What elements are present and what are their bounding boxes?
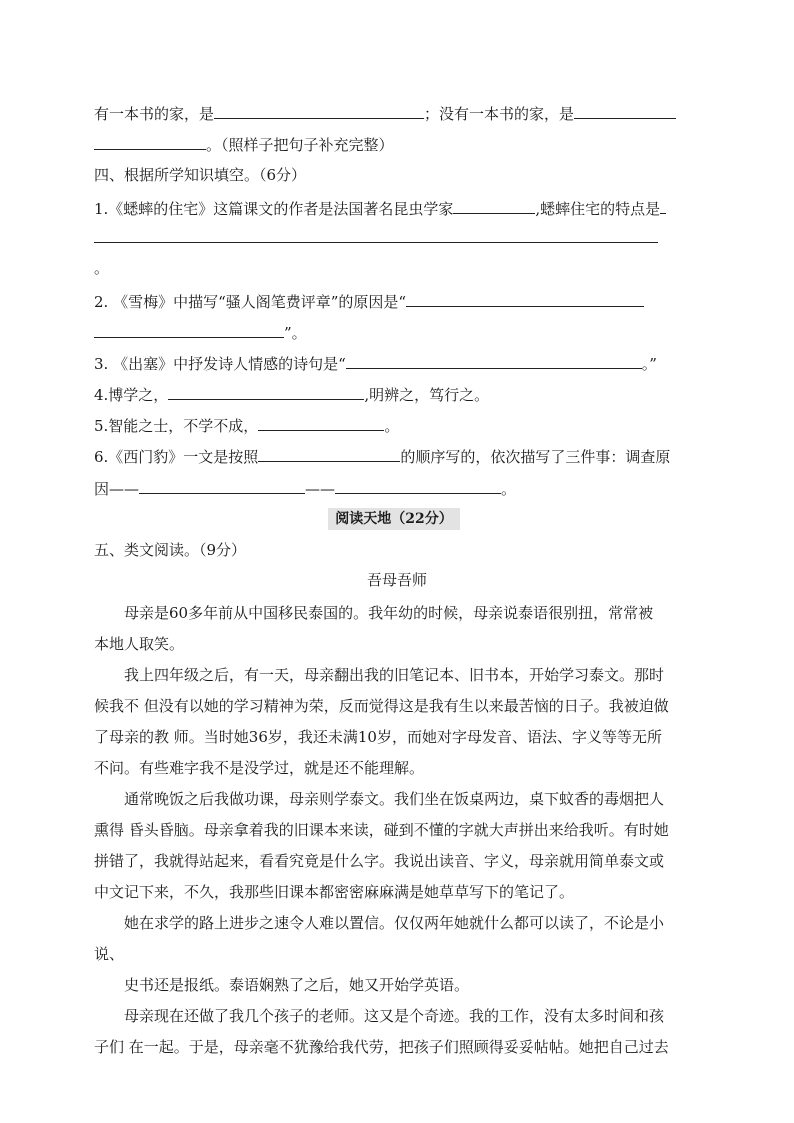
passage-line: 史书还是报纸。泰语娴熟了之后，她又开始学英语。 [124,976,470,994]
s4-item1-end: 。 [94,259,110,277]
section4-heading: 四、根据所学知识填空。（6分） [94,166,307,184]
s4-item5-blank[interactable] [258,415,384,431]
q3-blank-3[interactable] [94,134,206,150]
s4-item1-text-a: 1.《蟋蟀的住宅》这篇课文的作者是法国著名昆虫学家 [94,200,454,218]
passage-line: 候我不 但没有以她的学习精神为荣，反而觉得这是我有生以来最苦恼的日子。我被迫做 [94,697,669,715]
passage-line: 不问。有些难字我不是没学过，就是还不能理解。 [94,759,425,777]
s4-item1-blank-author[interactable] [453,198,535,214]
passage-line: 拼错了，我就得站起来，看看究竟是什么字。我说出读音、字义，母亲就用简单泰文或 [94,852,665,870]
passage-title: 吾母吾师 [366,571,427,589]
s4-item6-blank-order[interactable] [258,446,400,462]
q3-instruction: 。（照样子把句子补充完整） [206,136,394,154]
passage-line: 母亲是60多年前从中国移民泰国的。我年幼的时候，母亲说泰语很别扭，常常被 [124,604,654,622]
s4-item5-end: 。 [384,417,400,435]
passage-line: 本地人取笑。 [94,635,185,653]
s4-item6-blank-2[interactable] [139,478,305,494]
s4-item3 [94,353,657,373]
s4-item3-text: 3. 《出塞》中抒发诗人情感的诗句是“ [94,355,346,373]
q3-text-b: ；没有一本书的家，是 [424,105,575,123]
s4-item6-text-c: 因—— [94,480,140,498]
q3-blank-1[interactable] [214,103,424,119]
s4-item6 [94,446,670,466]
s4-item6-text-d: —— [305,480,336,498]
s4-item6-text-a: 6.《西门豹》一文是按照 [94,448,259,466]
passage-line: 说、 [94,945,125,963]
passage-line: 她在求学的路上进步之速令人难以置信。仅仅两年她就什么都可以读了，不论是小 [124,914,665,932]
passage-line: 子们 在一起。于是，母亲毫不犹豫给我代劳，把孩子们照顾得妥妥帖帖。她把自己过去 [94,1038,669,1056]
s4-item6-line-2 [94,478,516,498]
passage-line: 母亲现在还做了我几个孩子的老师。这又是个奇迹。我的工作，没有太多时间和孩 [124,1007,665,1025]
passage-line: 通常晚饭之后我做功课，母亲则学泰文。我们坐在饭桌两边，桌下蚊香的毒烟把人 [124,790,665,808]
s4-item2-end: ”。 [284,324,307,342]
passage-line: 中文记下来，不久，我那些旧课本都密密麻麻满是她草草写下的笔记了。 [94,883,575,901]
s4-item6-blank-3[interactable] [335,478,501,494]
passage-line: 熏得 昏头昏脑。母亲拿着我的旧课本来读，碰到不懂的字就大声拼出来给我听。有时她 [94,821,669,839]
s4-item2 [94,291,644,311]
section5-heading: 五、类文阅读。（9分） [94,541,247,559]
s4-item4-text-a: 4.博学之， [94,386,169,404]
s4-item2-blank-1[interactable] [406,291,644,307]
reading-section-banner: 阅读天地（22分） [328,508,460,530]
s4-item5 [94,415,399,435]
passage-line: 我上四年级之后，有一天，母亲翻出我的旧笔记本、旧书本，开始学习泰文。那时 [124,666,665,684]
s4-item2-line-2 [94,322,307,342]
s4-item1-blank-feature[interactable] [660,198,666,214]
s4-item1 [94,198,666,218]
s4-item4-blank[interactable] [168,384,364,400]
q3-text-a: 有一本书的家，是 [94,105,215,123]
q3-line-2 [94,134,394,154]
s4-item1-answer-line[interactable] [94,242,658,243]
s4-item4 [94,384,489,404]
q3-blank-2[interactable] [574,103,676,119]
s4-item3-blank[interactable] [346,353,642,369]
s4-item1-text-b: ,蟋蟀住宅的特点是 [535,200,661,218]
s4-item5-text: 5.智能之士，不学不成， [94,417,259,435]
s4-item2-text: 2. 《雪梅》中描写“骚人阁笔费评章”的原因是“ [94,293,407,311]
s4-item6-text-b: 的顺序写的，依次描写了三件事：调查原 [400,448,671,466]
passage-line: 了母亲的教 师。当时她36岁，我还未满10岁，而她对字母发音、语法、字义等等无所 [94,728,662,746]
s4-item4-text-b: ,明辨之，笃行之。 [364,386,490,404]
q3-line-1 [94,103,676,123]
s4-item2-blank-2[interactable] [94,322,284,338]
s4-item3-end: 。” [641,355,657,373]
s4-item6-end: 。 [501,480,517,498]
